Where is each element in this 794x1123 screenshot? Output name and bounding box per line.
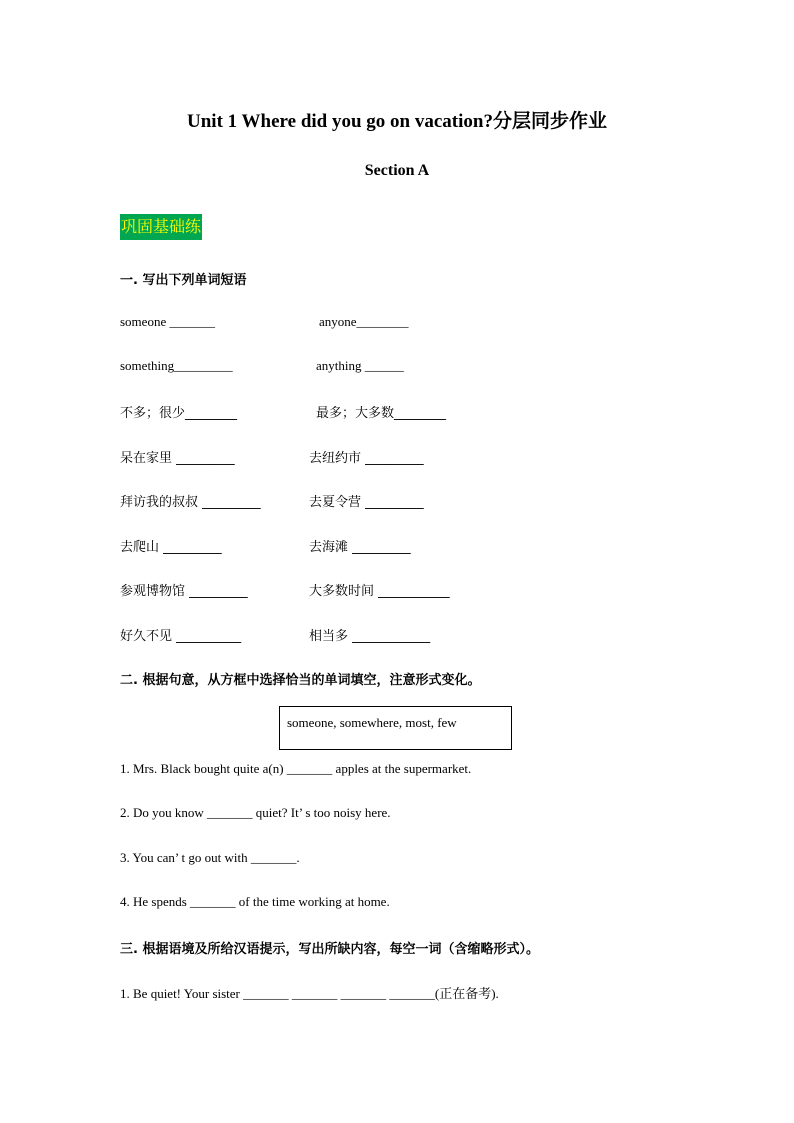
vocab-item: anyone________ — [319, 314, 409, 329]
part3-heading: 三. 根据语境及所给汉语提示，写出所缺内容，每空一词（含缩略形式）。 — [120, 942, 539, 957]
vocab-item: something_________ — [120, 358, 233, 373]
vocab-item: 相当多 ____________ — [309, 629, 431, 644]
vocab-item: 参观博物馆 _________ — [120, 584, 248, 599]
fill-sentence: 1. Mrs. Black bought quite a(n) _______ apples at the supermarket. — [120, 761, 472, 776]
part1-heading: 一. 写出下列单词短语 — [120, 273, 247, 288]
vocab-item: 最多；大多数________ — [316, 406, 447, 421]
level-badge: 巩固基础练 — [120, 214, 202, 240]
document-title: Unit 1 Where did you go on vacation?分层同步作业 — [187, 111, 607, 132]
vocab-item: 拜访我的叔叔 _________ — [120, 495, 261, 510]
vocab-item: someone _______ — [120, 314, 215, 329]
vocab-item: 去夏令营 _________ — [309, 495, 424, 510]
fill-sentence: 3. You can’ t go out with _______. — [120, 850, 300, 865]
vocab-item: 去纽约市 _________ — [309, 451, 424, 466]
vocab-item: 去海滩 _________ — [309, 540, 411, 555]
fill-sentence: 4. He spends _______ of the time working at home. — [120, 894, 390, 909]
vocab-item: 大多数时间 ___________ — [309, 584, 450, 599]
vocab-item: 好久不见 __________ — [120, 629, 242, 644]
vocab-item: 不多；很少________ — [120, 406, 238, 421]
vocab-item: 去爬山 _________ — [120, 540, 222, 555]
vocab-item: 呆在家里 _________ — [120, 451, 235, 466]
fill-sentence: 2. Do you know _______ quiet? It’ s too noisy here. — [120, 805, 391, 820]
word-box: someone, somewhere, most, few — [279, 706, 512, 750]
vocab-item: anything ______ — [316, 358, 404, 373]
fill-sentence: 1. Be quiet! Your sister _______ _______ _______ _______(正在备考). — [120, 986, 499, 1001]
part2-heading: 二. 根据句意，从方框中选择恰当的单词填空，注意形式变化。 — [120, 673, 481, 688]
section-title: Section A — [364, 162, 430, 179]
